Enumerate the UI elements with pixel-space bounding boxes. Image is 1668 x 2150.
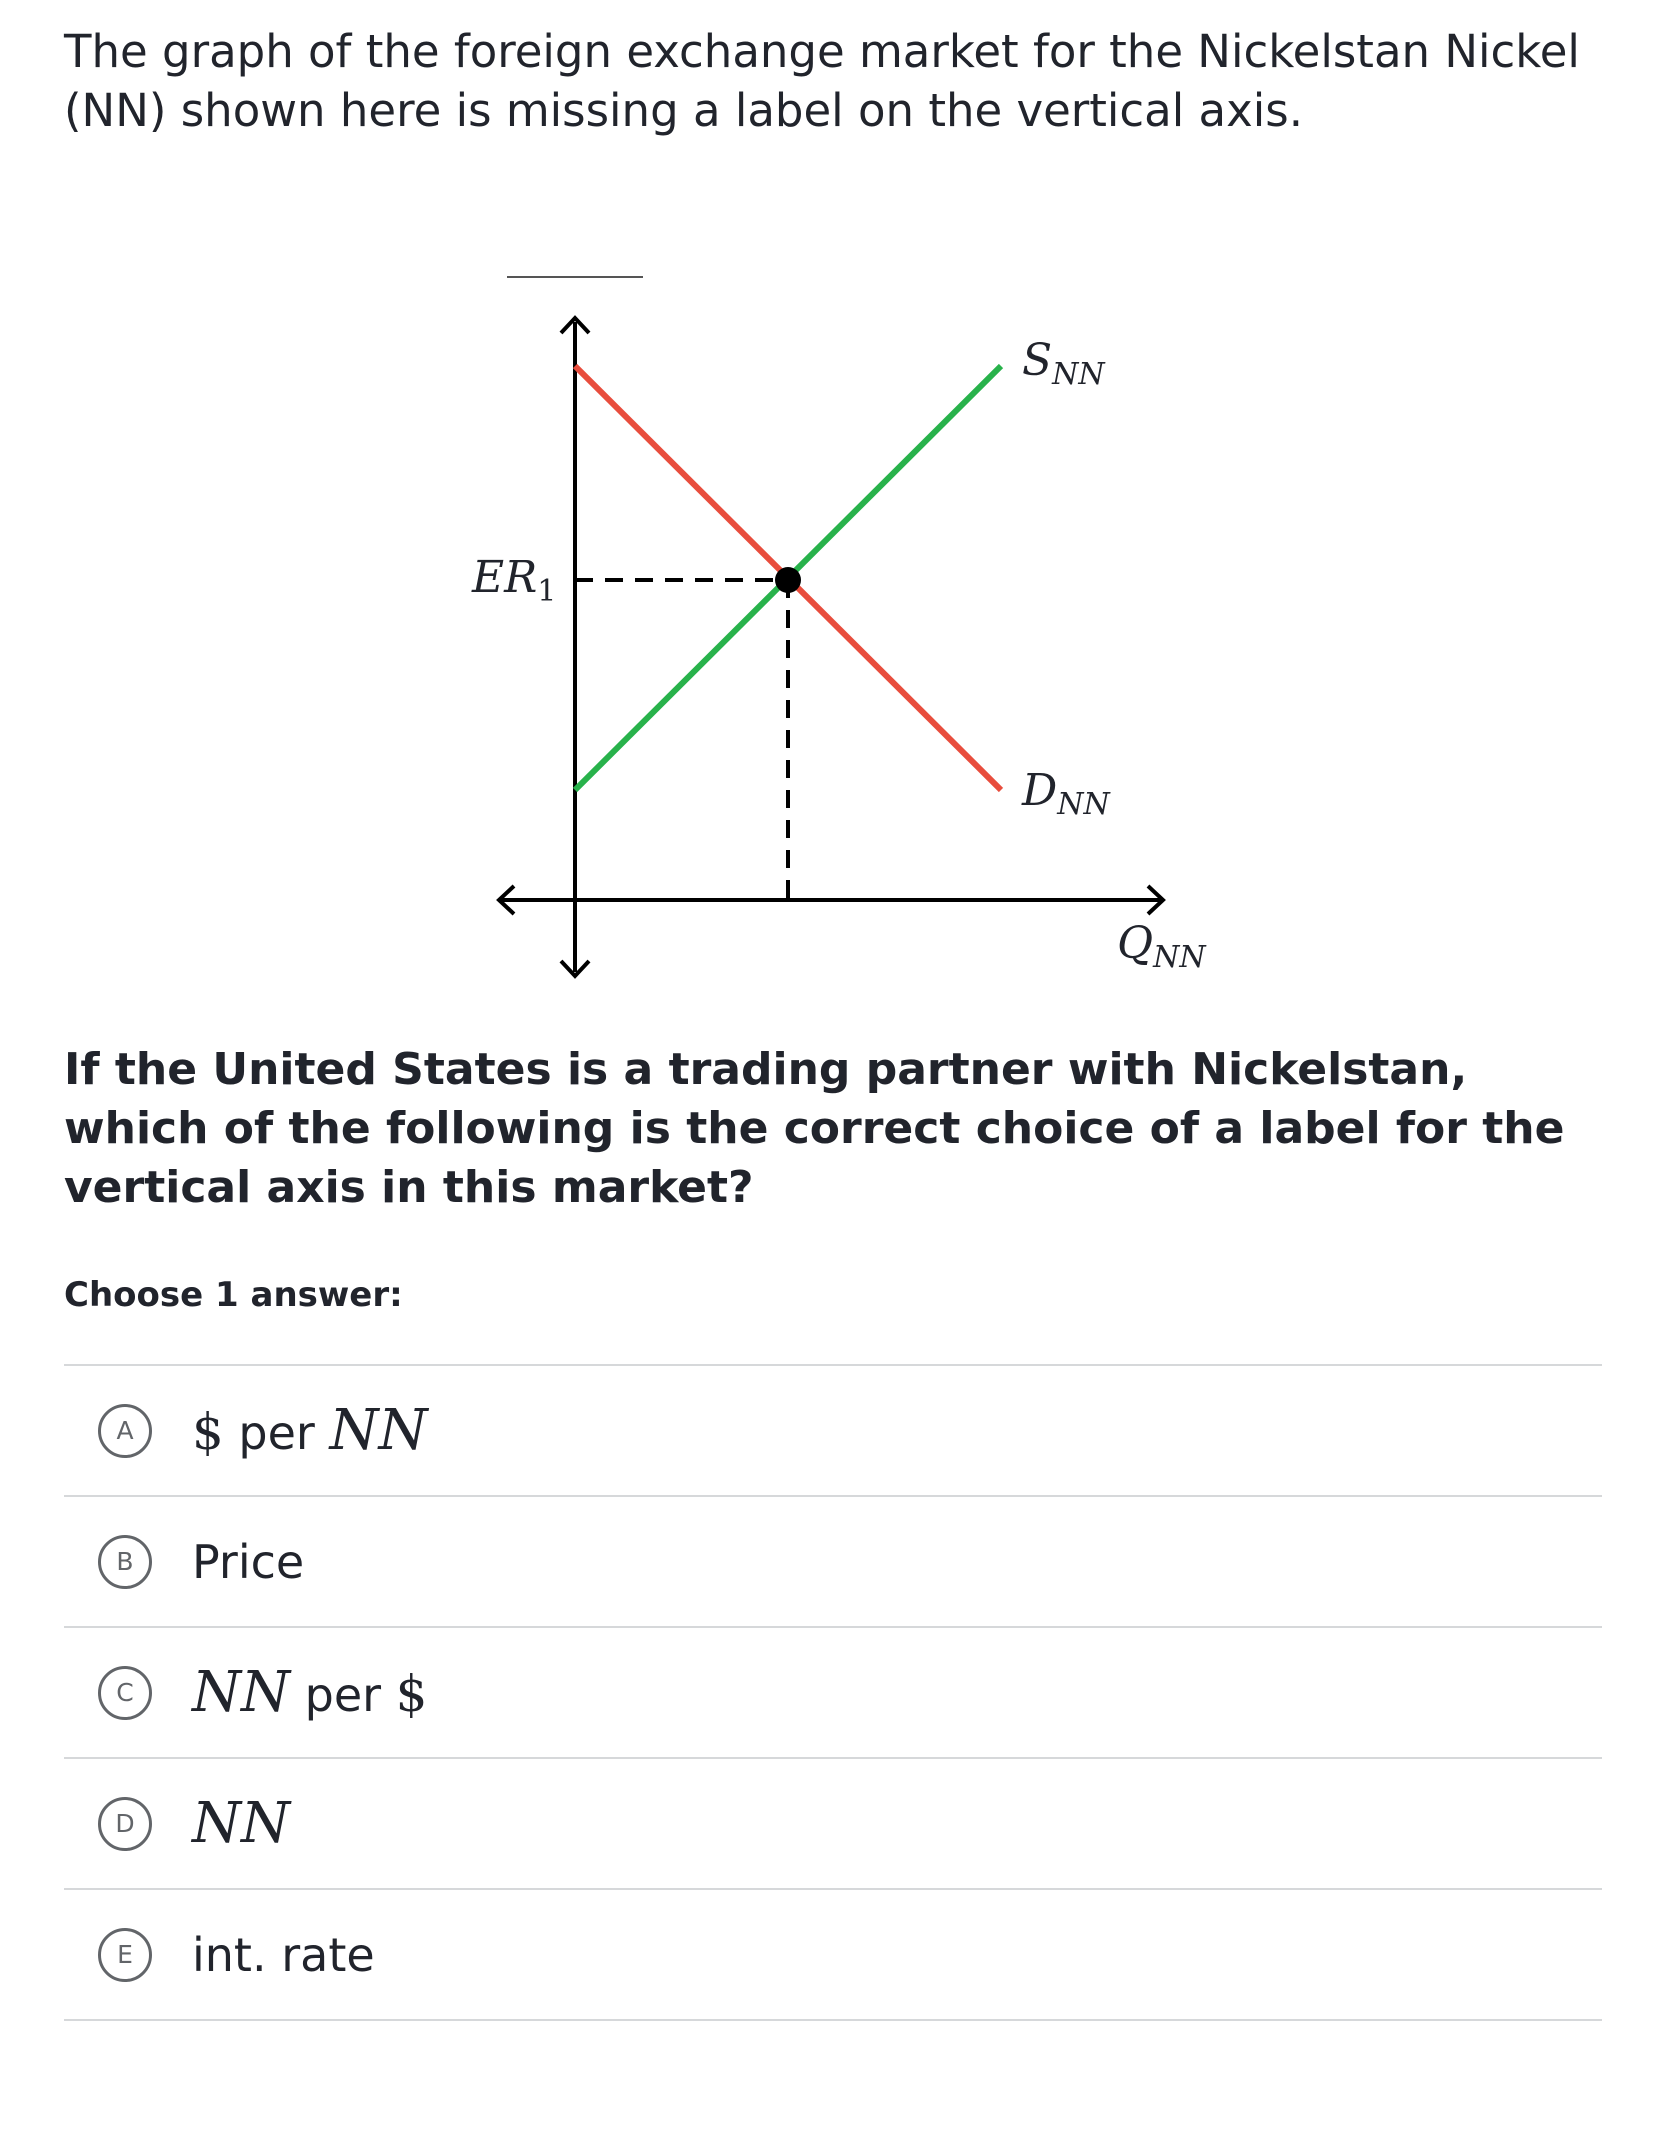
choice-e-letter: E [98, 1928, 152, 1982]
demand-label: $D_{NN}$ [1022, 765, 1110, 822]
choice-d-letter: D [98, 1797, 152, 1851]
forex-market-graph [0, 0, 1668, 1010]
equilibrium-point [775, 567, 801, 593]
choice-a-letter: A [98, 1404, 152, 1458]
choice-c-per: per [290, 1668, 396, 1722]
choice-d-nn: NN [192, 1791, 290, 1856]
choice-a[interactable] [64, 1366, 1602, 1497]
choice-c-nn: NN [192, 1660, 290, 1725]
choice-a-dollar: $ [192, 1403, 224, 1461]
choice-c-dollar: $ [395, 1665, 428, 1723]
er1-label: $ER_1$ [472, 552, 557, 609]
question-intro: The graph of the foreign exchange market for the Nickelstan Nickel (NN) shown here is missing a label on the vertical axis. [64, 25, 1580, 137]
x-axis-label: $Q_{NN}$ [1117, 918, 1206, 975]
choice-d-text [192, 1791, 290, 1856]
choice-e[interactable] [64, 1890, 1602, 2021]
choice-d[interactable] [64, 1759, 1602, 1890]
choose-prompt: Choose 1 answer: [64, 1275, 403, 1315]
choice-e-label: int. rate [192, 1927, 375, 1982]
choice-b-label: Price [192, 1534, 305, 1589]
choice-c-text [192, 1660, 427, 1725]
choice-a-text [192, 1398, 427, 1463]
choice-b[interactable] [64, 1497, 1602, 1628]
choice-b-letter: B [98, 1535, 152, 1589]
answer-choices [64, 1364, 1602, 2021]
supply-label: $S_{NN}$ [1022, 335, 1105, 392]
choice-e-text [192, 1928, 375, 1982]
choice-a-per: per [223, 1406, 330, 1460]
choice-c[interactable] [64, 1628, 1602, 1759]
choice-b-text [192, 1535, 304, 1589]
choice-c-letter: C [98, 1666, 152, 1720]
question-text: If the United States is a trading partner with Nickelstan, which of the following is the correct choice of a label for the vertical axis in this market? [64, 1044, 1565, 1213]
choice-a-nn: NN [329, 1398, 428, 1463]
